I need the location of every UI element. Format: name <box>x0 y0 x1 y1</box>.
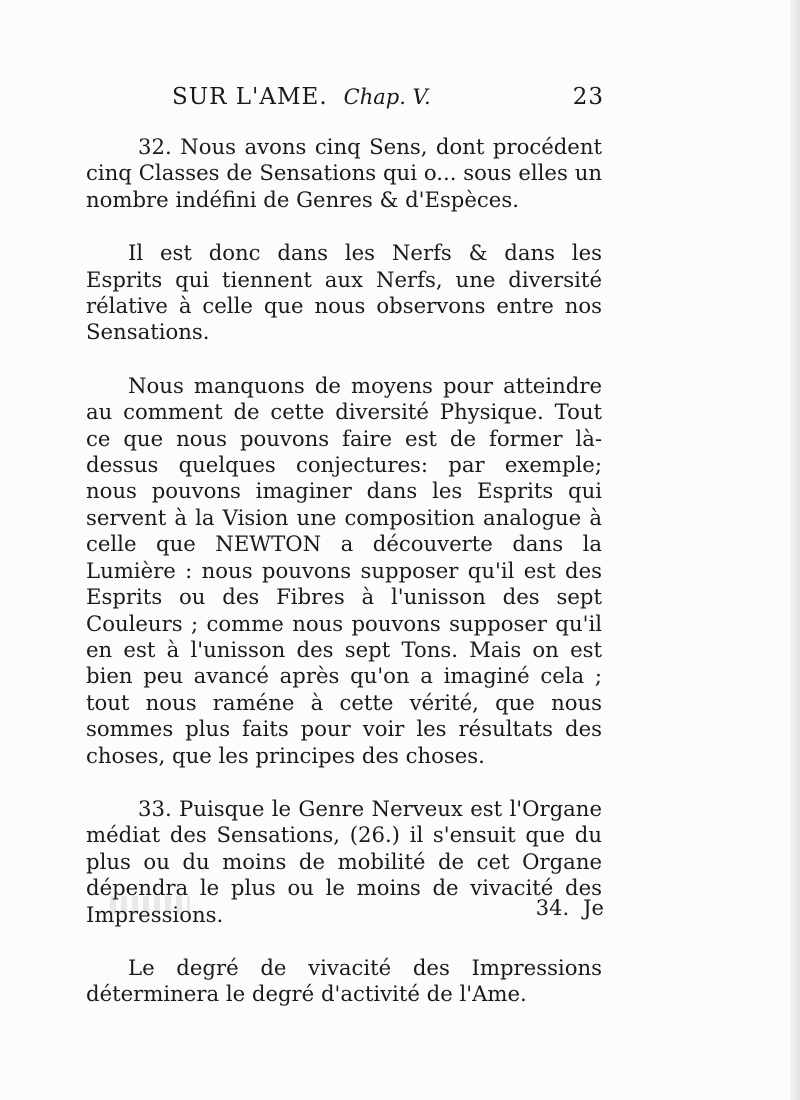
running-title-text: SUR L'AME. <box>172 84 328 110</box>
page-header <box>172 80 604 116</box>
paragraph-activite: Le degré de vivacité des Impressions déterminera le degré d'activité de l'Ame. <box>86 954 602 1007</box>
catchword-number: 34. <box>535 896 570 920</box>
chapter-label: Chap. V. <box>343 85 431 109</box>
page-edge-shadow <box>790 0 800 1100</box>
catchword-word: Je <box>583 896 604 920</box>
paragraph-conjectures: Nous manquons de moyens pour atteindre au comment de cette diversité Physique. Tout ce que nous pouvons faire est de former là-dessus quelques conjectures: par exemple; nous pouvons imaginer dans les Esprits qui servent à la Vision une composition analogue à celle que NEWTON a découverte dans la Lumière : nous pouvons supposer qu'il est des Esprits ou des Fibres à l'unisson des sept Couleurs ; comme nous pouvons supposer qu'il en est à l'unisson des sept Tons. Mais on est bien peu avancé après qu'on a imaginé cela ; tout nous raméne à cette vérité, que nous sommes plus faits pour voir les résultats des choses, que les principes des choses. <box>86 372 602 768</box>
paragraph-33: 33. Puisque le Genre Nerveux est l'Organe médiat des Sensations, (26.) il s'ensuit que du plus ou du moins de mobilité de cet Organe dépendra le plus ou le moins de vivacité des Impressions. <box>86 795 602 927</box>
show-through-smudge <box>110 896 190 914</box>
paragraph-32: 32. Nous avons cinq Sens, dont procédent cinq Classes de Sensations qui o... sous elles un nombre indéfini de Genres & d'Espèces. <box>86 134 602 212</box>
catchword <box>536 896 604 920</box>
page-number: 23 <box>572 84 604 110</box>
running-title <box>172 84 431 110</box>
paragraph-nerfs: Il est donc dans les Nerfs & dans les Esprits qui tiennent aux Nerfs, une diversité rélative à celle que nous observons entre nos Sensations. <box>86 240 602 345</box>
